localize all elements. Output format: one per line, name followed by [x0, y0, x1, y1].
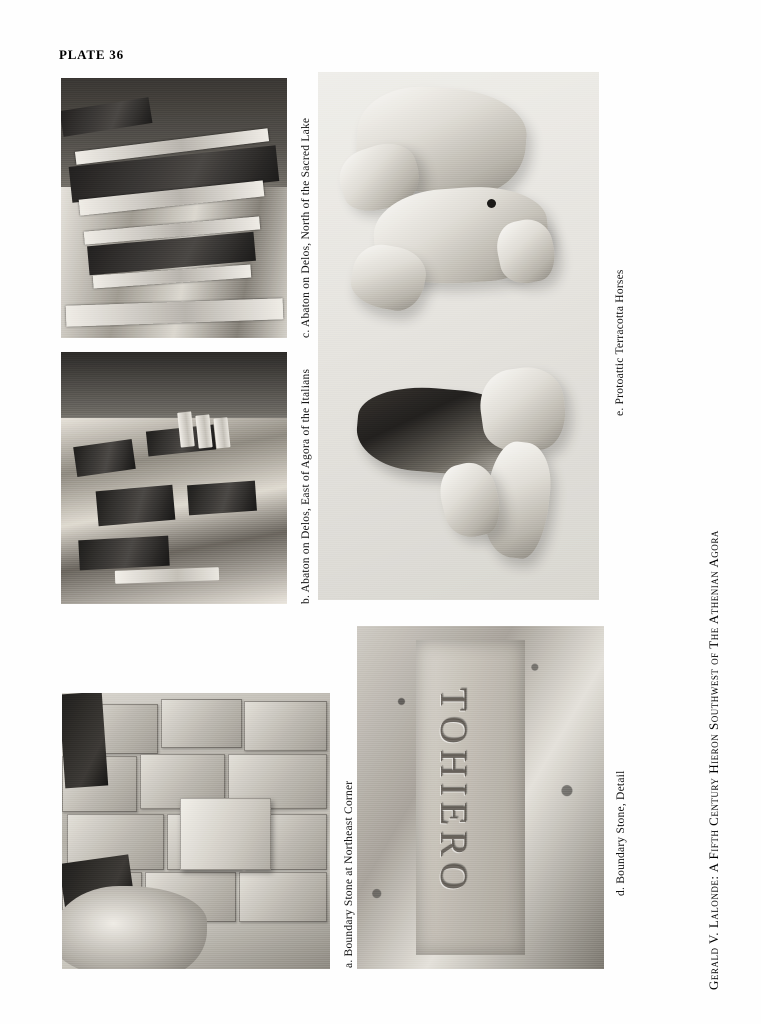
figure-b-caption: b. Abaton on Delos, East of Agora of the Italians: [300, 368, 312, 604]
figure-b-column-drum: [213, 417, 230, 448]
page-title: PLATE 36: [59, 47, 124, 62]
figure-c-caption: c. Abaton on Delos, North of the Sacred Lake: [300, 117, 312, 338]
figure-b-sky: [61, 352, 287, 428]
figure-b-image: [61, 352, 287, 604]
figure-c-image: [61, 78, 287, 338]
running-title: Gerald V. Lalonde: A Fifth Century Hieron Southwest of The Athenian Agora: [706, 530, 721, 990]
figure-e-caption: e. Protoattic Terracotta Horses: [614, 269, 626, 416]
figure-b-ruin-block: [96, 485, 176, 527]
figure-a-wall-block: [161, 699, 241, 749]
figure-e-horse-eye-mark: [487, 199, 496, 208]
figure-d-caption: d. Boundary Stone, Detail: [615, 770, 627, 896]
figure-a-caption: a. Boundary Stone at Northeast Corner: [343, 780, 355, 968]
figure-b-ruin-block: [78, 536, 170, 571]
figure-b-ruin-block: [187, 481, 257, 516]
figure-d-image: [357, 626, 604, 969]
figure-a-shadow: [62, 693, 108, 788]
figure-a-wall-block: [244, 701, 327, 751]
figure-e-image: [318, 72, 599, 600]
figure-a-wall-block: [239, 872, 327, 922]
figure-a-image: [62, 693, 330, 969]
figure-a-foreground-rubble: [62, 886, 207, 969]
figure-b-column-drum: [195, 414, 212, 448]
figure-d-inscription-text: [431, 688, 475, 762]
figure-a-boundary-stone: [180, 798, 271, 870]
